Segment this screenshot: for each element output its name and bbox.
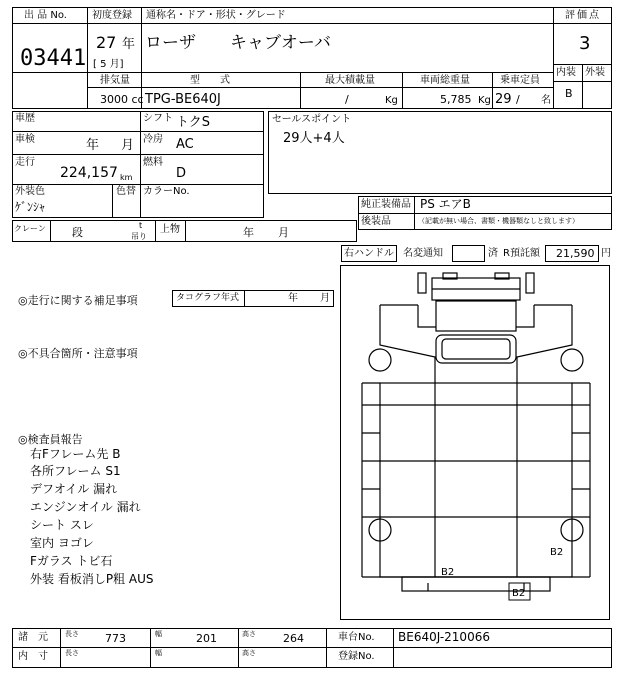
chassis-label: 車台No. (338, 632, 375, 643)
body-month-unit: 月 (278, 226, 289, 239)
gross-weight-label: 車両総重量 (420, 75, 470, 86)
name-change-box (452, 245, 485, 262)
yen-unit: 円 (601, 248, 611, 259)
tachograph-label: タコグラフ年式 (176, 293, 240, 303)
defects-label: ◎不具合箇所・注意事項 (18, 347, 138, 360)
tacho-year-unit: 年 (288, 293, 298, 304)
height-value: 264 (283, 632, 304, 645)
inspector-item: 外装 看板消しP粗 AUS (30, 572, 154, 586)
crane-hang-label: 吊り (131, 232, 147, 241)
gross-weight-value: 5,785 (440, 93, 472, 106)
first-reg-year: 27 (96, 33, 117, 52)
inspection-label: 車検 (15, 134, 35, 145)
damage-mark: B2 (512, 588, 526, 599)
capacity-sep: / (516, 93, 520, 106)
recycle-label: 済 (488, 248, 498, 259)
aircon-label: 冷房 (143, 134, 163, 145)
color-code-label: カラーNo. (143, 186, 190, 197)
type-label: 型 式 (190, 75, 230, 86)
in-height-label: 高さ (242, 649, 256, 657)
type-value: TPG-BE640J (145, 92, 221, 107)
mileage-value: 224,157 (60, 165, 118, 181)
lot-no: 03441 (20, 46, 87, 71)
height-label: 高さ (242, 630, 256, 638)
equipment-label: 純正装備品 (361, 199, 411, 210)
crane-stage-unit: 段 (72, 226, 83, 239)
inspector-item: エンジンオイル 漏れ (30, 500, 141, 514)
first-reg-month: [ 5 月] (93, 59, 124, 70)
inspector-item: シート スレ (30, 518, 94, 532)
max-load-label: 最大積載量 (325, 75, 375, 86)
length-label: 長さ (65, 630, 79, 638)
aircon-value: AC (176, 137, 194, 152)
damage-mark: B2 (441, 567, 455, 578)
inspector-label: ◎検査員報告 (18, 433, 83, 446)
name-change-label: 名変通知 (403, 248, 443, 259)
history-label: 車歴 (15, 113, 35, 124)
model-name-label: 通称名・ドア・形状・グレード (146, 10, 286, 21)
equipment-value: PS エアB (420, 197, 471, 211)
color-value: ｹﾞﾝｼｬ (15, 200, 46, 214)
color-label: 外装色 (15, 186, 45, 197)
capacity-label: 乗車定員 (500, 75, 540, 86)
inspector-item: 室内 ヨゴレ (30, 536, 94, 550)
first-reg-label: 初度登録 (92, 10, 132, 21)
sales-point-value: 29人+4人 (283, 131, 345, 146)
sales-point-label: セールスポイント (272, 114, 352, 125)
recycle-deposit-value: 21,590 (556, 247, 595, 260)
lot-no-label: 出 品 No. (24, 10, 67, 21)
crane-ton-unit: t (139, 221, 143, 230)
recycle-deposit-label: R預託額 (503, 248, 540, 259)
tacho-month-unit: 月 (320, 293, 330, 304)
length-value: 773 (105, 632, 126, 645)
first-reg-year-unit: 年 (122, 37, 136, 52)
displacement-value: 3000 cc (100, 93, 144, 106)
interior-grade: B (565, 87, 573, 100)
details-table (12, 111, 264, 218)
chassis-value: BE640J-210066 (398, 630, 490, 644)
inspector-item: Fガラス トビ石 (30, 554, 113, 568)
displacement-label: 排気量 (100, 75, 130, 86)
inspection-year-unit: 年 (86, 138, 100, 153)
aftermarket-note: （記載が無い場合、書類・機器類なしと致します） (418, 217, 579, 225)
interior-dims-label: 内 寸 (18, 651, 48, 662)
color-change-label: 色替 (116, 186, 136, 197)
inspector-item: デフオイル 漏れ (30, 482, 118, 496)
exterior-grade-label: 外装 (585, 67, 605, 78)
rhd-label: 右ハンドル (344, 248, 394, 259)
score-value: 3 (579, 33, 591, 54)
damage-mark: B2 (550, 547, 564, 558)
capacity-value: 29 (495, 92, 512, 107)
reg-no-label: 登録No. (338, 651, 375, 662)
inspector-item: 各所フレーム S1 (30, 464, 121, 478)
width-value: 201 (196, 632, 217, 645)
dims-label: 諸 元 (18, 632, 48, 643)
vehicle-diagram (340, 265, 610, 620)
max-load-unit: Kg (385, 95, 398, 106)
aftermarket-label: 後装品 (361, 216, 391, 227)
model-name: ローザ キャブオーバ (145, 33, 331, 53)
mileage-unit: km (120, 173, 133, 182)
capacity-unit: 名 (541, 95, 551, 106)
shift-value: トクS (176, 115, 210, 130)
mileage-label: 走行 (15, 157, 35, 168)
inspector-item: 右Fフレーム先 B (30, 447, 121, 461)
in-width-label: 幅 (155, 649, 162, 657)
driving-notes-label: ◎走行に関する補足事項 (18, 294, 138, 307)
dimensions-table (12, 628, 612, 668)
width-label: 幅 (155, 630, 162, 638)
fuel-label: 燃料 (143, 157, 163, 168)
body-label: 上物 (160, 224, 180, 235)
body-year-unit: 年 (243, 226, 254, 239)
in-length-label: 長さ (65, 649, 79, 657)
score-label: 評価点 (565, 10, 601, 21)
inspection-month-unit: 月 (121, 138, 135, 153)
gross-weight-unit: Kg (478, 95, 491, 106)
interior-grade-label: 内装 (556, 67, 576, 78)
max-load-value: / (345, 93, 349, 106)
crane-label: クレーン (14, 224, 46, 233)
shift-label: シフト (143, 113, 173, 124)
fuel-value: D (176, 166, 187, 181)
